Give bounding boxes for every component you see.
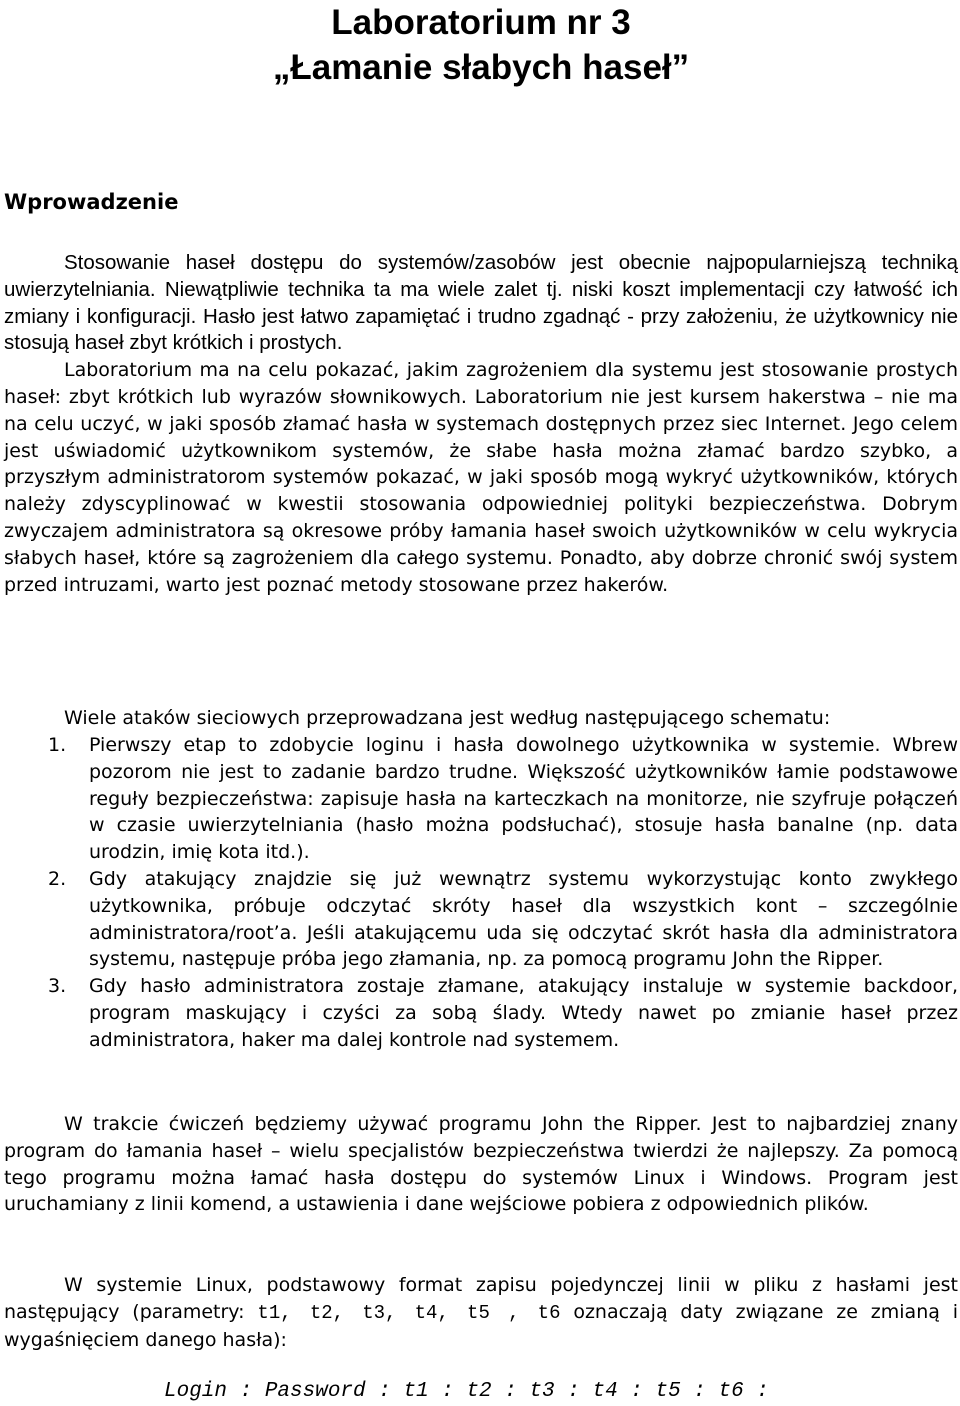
list-item-text: Gdy atakujący znajdzie się już wewnątrz systemu wykorzystując konto zwykłego użytkownika, próbuje odczytać skróty haseł dla wszystkich kont – szczególnie administratora/root’a. Jeśli atakującemu uda się odczytać skrót hasła dla administratora systemu, następuje próba jego złamania, np. za pomocą programu John the Ripper. [89,867,958,971]
intro-paragraph-part-2: Laboratorium ma na celu pokazać, jakim zagrożeniem dla systemu jest stosowanie prostych haseł: zbyt krótkich lub wyrazów słownikowych. Laboratorium nie jest kursem hakerstwa – nie ma na celu uczyć, w jaki sposób złamać hasła w systemach dostępnych przez siec Internet. Jego celem jest uświadomić użytkownikom systemów, że słabe hasła można złamać bardzo szybko, a przyszłym administratorom systemów pokazać, w jaki sposób mogą wykryć użytkowników, których należy zdyscyplinować w kwestii stosowania odpowiedniej polityki bezpieczeństwa. Dobrym zwyczajem administratora są okresowe próby łamania haseł swoich użytkowników w celu wykrycia słabych haseł, które są zagrożeniem dla całego systemu. Ponadto, aby dobrze chronić swój system przed intruzami, warto jest poznać metody stosowane przez hakerów. [4,359,958,596]
list-item [4,973,958,1053]
intro-paragraph [4,250,958,598]
document-title [4,0,958,90]
attacks-intro-text: Wiele ataków sieciowych przeprowadzana jest według następującego schematu: [64,707,831,729]
document-page [4,0,959,1403]
password-file-format-line: Login : Password : t1 : t2 : t3 : t4 : t5 : t6 : [164,1380,769,1403]
list-item [4,866,958,973]
title-line-1: Laboratorium nr 3 [331,3,631,42]
list-item-number: 1. [48,734,67,756]
john-paragraph [4,1111,958,1218]
section-heading-intro: Wprowadzenie [4,190,179,214]
linux-paragraph-after: oznaczają daty związane ze zmianą i wygaśnięciem danego hasła): [4,1300,959,1351]
title-line-2: „Łamanie słabych haseł” [272,48,690,87]
list-item-number: 2. [48,867,67,890]
intro-paragraph-part-1: Stosowanie haseł dostępu do systemów/zasobów jest obecnie najpopularniejszą techniką uwierzytelniania. Niewątpliwie technika ta ma wiele zalet tj. niski koszt implementacji czy łatwość ich zmiany i konfiguracji. Hasło jest łatwo zapamiętać i trudno zgadnąć - przy założeniu, że użytkownicy nie stosują haseł zbyt krótkich i prostych. [4,251,958,355]
attacks-intro [4,705,958,732]
list-item-text: Gdy hasło administratora zostaje złamane, atakujący instaluje w systemie backdoor, program maskujący i czyści za sobą ślady. Wtedy nawet po zmianie haseł przez administratora, haker ma dalej kontrole nad systemem. [89,975,958,1051]
attack-steps-list [4,732,958,1054]
linux-paragraph-params: t1, t2, t3, t4, t5 , t6 [257,1301,561,1324]
list-item [4,732,958,866]
list-item-number: 3. [48,975,67,998]
john-paragraph-text: W trakcie ćwiczeń będziemy używać programu John the Ripper. Jest to najbardziej znany program do łamania haseł – wielu specjalistów bezpieczeństwa twierdzi że najlepszy. Za pomocą tego programu można łamać hasła dostępu do systemów Linux i Windows. Program jest uruchamiany z linii komend, a ustawienia i dane wejściowe pobiera z odpowiednich plików. [4,1113,958,1216]
list-item-text: Pierwszy etap to zdobycie loginu i hasła dowolnego użytkownika w systemie. Wbrew pozorom nie jest to zadanie bardzo trudne. Większość użytkowników łamie podstawowe reguły bezpieczeństwa: zapisuje hasła na karteczkach na monitorze, nie szyfruje połączeń w czasie uwierzytelniania (hasło można podsłuchać), stosuje hasła banalne (np. data urodzin, imię kota itd.). [89,734,958,864]
linux-format-paragraph [4,1272,958,1353]
linux-paragraph-before: W systemie Linux, podstawowy format zapisu pojedynczej linii w pliku z hasłami jest następujący (parametry: [4,1274,958,1323]
